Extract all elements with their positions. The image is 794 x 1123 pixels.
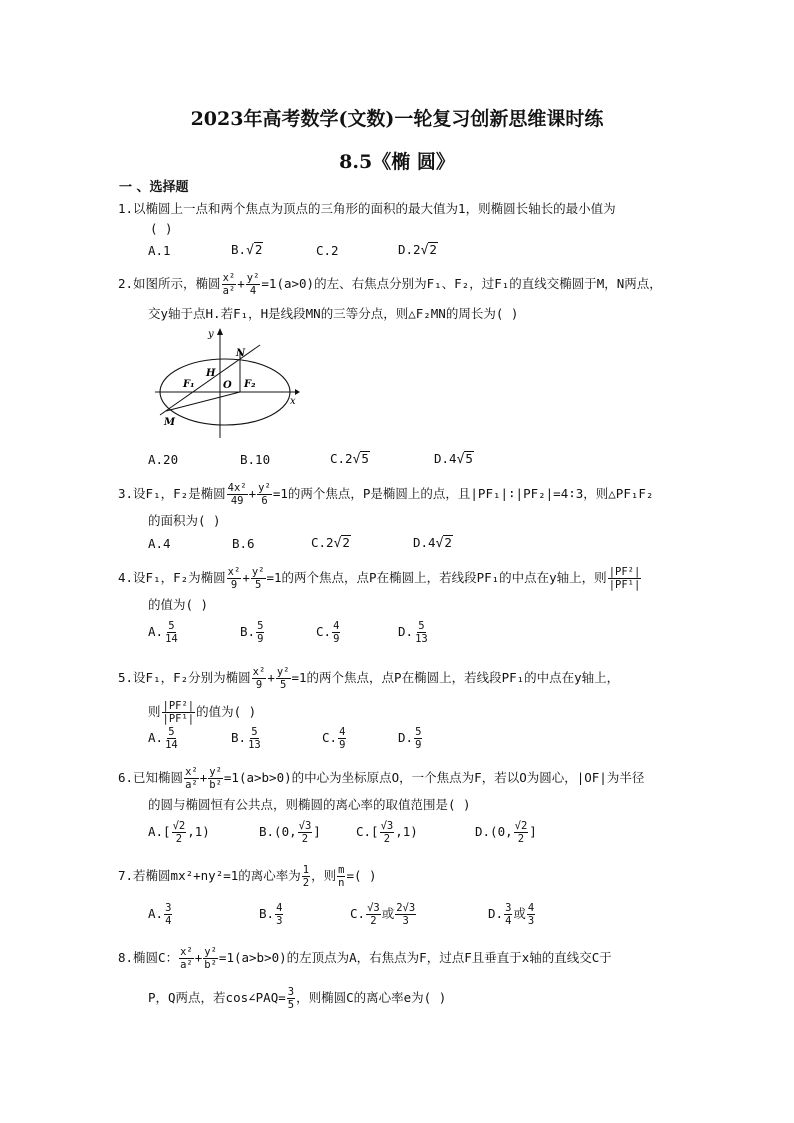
page-title: 2023年高考数学(文数)一轮复习创新思维课时练 [190,108,604,130]
diagram-label-m: M [164,417,176,428]
section-heading: 一 、选择题 [119,180,189,195]
q5-option-d: D. $\frac{5}{9}$ [398,726,422,751]
ellipse-diagram [150,325,300,440]
q5-option-b: B. $\frac{5}{13}$ [231,726,261,751]
page-subtitle: 8.5《椭 圆》 [339,151,455,173]
q6-option-d: D.(0, $\frac{√2}{2}$ ] [475,820,537,845]
diagram-label-n: N [236,348,246,359]
q2-option-a: A.20 [148,452,179,467]
question-3-line2: 的面积为( ) [148,513,221,528]
question-8-line1: 8.椭圆C： $\frac{\text{x²}}{\text{a²}}$ + $\frac{\text{y²}}{\text{b²}}$ =1(a>b>0)的左顶点为A，右焦点为F，过点F且垂直于x轴的直线交C于 [118,946,612,971]
q5-option-a: A. $\frac{5}{14}$ [148,726,178,751]
question-6-line1: 6.已知椭圆 $\frac{\text{x²}}{\text{a²}}$ + $\frac{\text{y²}}{\text{b²}}$ =1(a>b>0)的中心为坐标原点O，一个焦点为F，若以O为圆心，|OF|为半径 [118,766,645,791]
q1-option-a: A.1 [148,243,171,258]
question-6-line2: 的圆与椭圆恒有公共点，则椭圆的离心率的取值范围是( ) [148,797,471,812]
question-4-line2: 的值为( ) [148,597,209,612]
q6-option-b: B.(0, $\frac{√3}{2}$ ] [259,820,321,845]
diagram-label-h: H [206,368,216,379]
diagram-label-x: x [290,396,296,407]
q3-option-c: C.2√2 [311,535,350,551]
q4-option-c: C. $\frac{4}{9}$ [316,620,340,645]
diagram-label-o: O [223,380,232,391]
question-1-text: 1.以椭圆上一点和两个焦点为顶点的三角形的面积的最大值为1，则椭圆长轴长的最小值为 [118,201,616,216]
question-4-line1: 4.设F₁，F₂为椭圆 $\frac{\text{x²}}{9}$ + $\frac{\text{y²}}{5}$ =1的两个焦点，点P在椭圆上，若线段PF₁的中点在y轴上，则 $\frac{\text{|PF²|}}{\text{|PF¹|}}$ [118,566,641,591]
q2-option-d: D.4√5 [434,451,473,467]
q7-option-a: A. $\frac{3}{4}$ [148,902,172,927]
q3-option-a: A.4 [148,536,171,551]
q4-option-d: D. $\frac{5}{13}$ [398,620,428,645]
q3-option-d: D.4√2 [413,535,452,551]
q1-option-b: B.√2 [231,242,263,258]
q2-option-b: B.10 [240,452,271,467]
question-3-line1: 3.设F₁，F₂是椭圆 $\frac{\text{4x²}}{49}$ + $\frac{\text{y²}}{6}$ =1的两个焦点，P是椭圆上的点，且|PF₁|∶|PF₂|=4∶3，则△PF₁F₂ [118,482,654,507]
q6-option-c: C.[ $\frac{√3}{2}$ ,1) [356,820,418,845]
q1-option-d: D.2√2 [398,242,437,258]
diagram-label-f1: F₁ [183,379,195,390]
q6-option-a: A.[ $\frac{√2}{2}$ ,1) [148,820,210,845]
diagram-label-f2: F₂ [244,379,256,390]
q7-option-d: D. $\frac{3}{4}$ 或 $\frac{4}{3}$ [488,902,535,927]
q2-option-c: C.2√5 [330,451,369,467]
question-5-line2: 则 $\frac{\text{|PF²|}}{\text{|PF¹|}}$ 的值为( ) [148,700,257,725]
q4-option-b: B. $\frac{5}{9}$ [240,620,264,645]
question-2-line2: 交y轴于点H.若F₁，H是线段MN的三等分点，则△F₂MN的周长为( ) [148,306,519,321]
q3-option-b: B.6 [232,536,255,551]
question-8-line2: P，Q两点，若cos∠PAQ= $\frac{3}{5}$ ，则椭圆C的离心率e为( ) [148,986,447,1011]
q7-option-c: C. $\frac{√3}{2}$ 或 $\frac{2√3}{3}$ [350,902,416,927]
diagram-label-y: y [208,329,214,340]
question-5-line1: 5.设F₁，F₂分别为椭圆 $\frac{\text{x²}}{9}$ + $\frac{\text{y²}}{5}$ =1的两个焦点，点P在椭圆上，若线段PF₁的中点在y轴上， [118,666,620,691]
q4-option-a: A. $\frac{5}{14}$ [148,620,178,645]
q7-option-b: B. $\frac{4}{3}$ [259,902,283,927]
question-1-paren: ( ) [150,221,173,236]
question-7-line1: 7.若椭圆mx²+ny²=1的离心率为 $\frac{1}{2}$ ，则 $\frac{m}{n}$ =( ) [118,864,377,889]
q5-option-c: C. $\frac{4}{9}$ [322,726,346,751]
question-2-line1: 2.如图所示，椭圆 $\frac{\text{x²}}{\text{a²}}$ + $\frac{\text{y²}}{4}$ =1(a>0)的左、右焦点分别为F₁、F₂，过F₁的直线交椭圆于M，N两点， [118,272,662,297]
q1-option-c: C.2 [316,243,339,258]
